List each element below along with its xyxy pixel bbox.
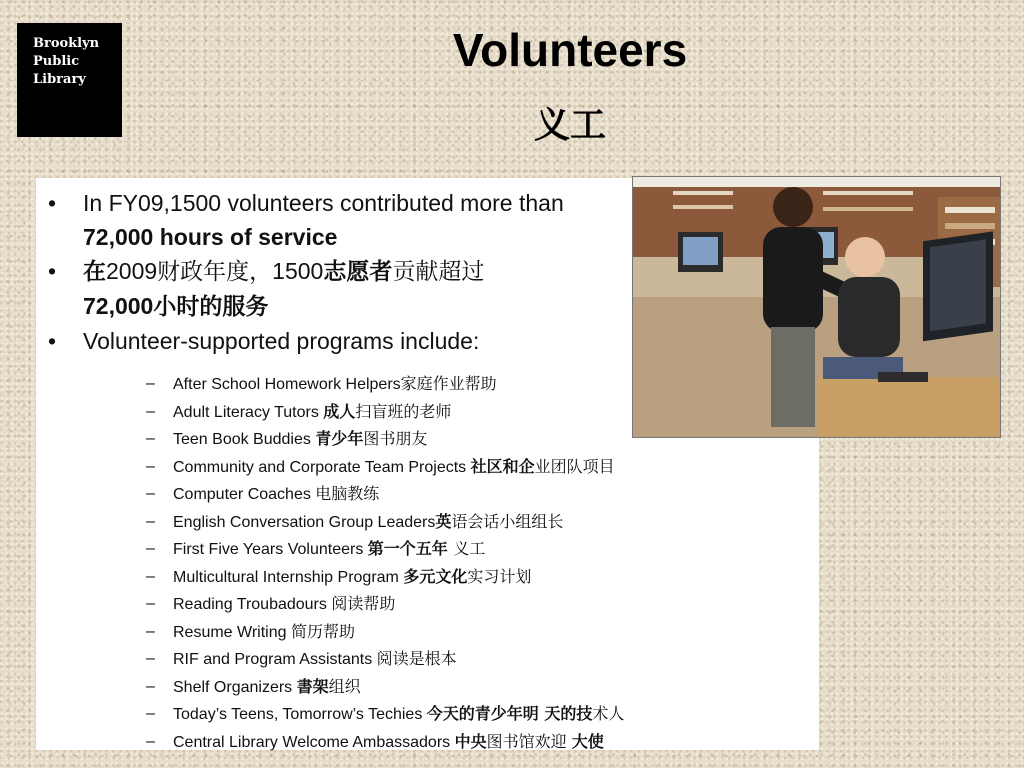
bullet-text-bold: 72,000 hours of service <box>83 224 338 250</box>
program-zh: 语会话小组组长 <box>451 511 564 531</box>
program-zh: 术人 <box>592 704 625 723</box>
bullet-text: Volunteer-supported programs include: <box>83 328 480 354</box>
logo-line-3: Library <box>33 72 86 87</box>
program-zh: 图书朋友 <box>363 429 428 448</box>
bullet-zh-7: 72,000 <box>83 293 154 319</box>
slide-title: Volunteers <box>452 24 688 76</box>
program-zh: 组织 <box>328 676 361 696</box>
program-zh-bold: 社区和企 <box>470 456 535 476</box>
program-name: RIF and Program Assistants <box>173 651 377 668</box>
program-zh-bold: 中央 <box>454 731 487 751</box>
dash-marker: – <box>146 512 155 530</box>
program-zh: 阅读是根本 <box>376 649 457 668</box>
program-list <box>146 370 624 755</box>
bullet-marker: • <box>48 190 57 216</box>
dash-marker: – <box>146 402 155 420</box>
program-zh-bold: 第一个五年 <box>367 539 454 558</box>
program-item <box>146 590 624 618</box>
program-name: Reading Troubadours <box>173 596 332 613</box>
program-name: After School Homework Helpers <box>173 376 401 393</box>
program-name: Computer Coaches <box>173 486 316 503</box>
dash-marker: – <box>146 457 155 475</box>
bullet-marker: • <box>48 328 57 354</box>
program-item <box>146 398 624 426</box>
bullet-zh-8: 小时的服务 <box>153 294 269 320</box>
program-name: English Conversation Group Leaders <box>173 513 436 531</box>
dash-marker: – <box>146 622 155 640</box>
bullet-zh-2: 2009 <box>106 258 158 284</box>
program-zh: 简历帮助 <box>290 621 355 641</box>
bullet-item-programs <box>36 324 613 358</box>
dash-marker: – <box>146 430 155 447</box>
program-item <box>146 370 624 398</box>
volunteers-photo <box>632 176 1001 438</box>
dash-marker: – <box>146 595 155 612</box>
program-zh: 阅读帮助 <box>331 594 396 613</box>
bullet-zh-5: 志愿者 <box>323 259 393 285</box>
program-zh: 家庭作业帮助 <box>400 374 497 393</box>
dash-marker: – <box>146 485 155 502</box>
program-zh-bold: 青少年 <box>315 429 364 448</box>
program-zh: 扫盲班的老师 <box>355 401 452 421</box>
slide-subtitle: 义工 <box>533 105 606 146</box>
dash-marker: – <box>146 705 155 722</box>
program-item <box>146 508 624 536</box>
bullet-text: In FY09,1500 volunteers contributed more than <box>83 190 564 216</box>
program-name: Today’s Teens, Tomorrow’s Techies <box>173 706 427 723</box>
logo-text <box>33 35 99 89</box>
program-zh-bold: 英 <box>435 511 452 531</box>
logo-line-2: Public <box>33 54 80 69</box>
program-zh-bold: 書架 <box>296 676 329 696</box>
program-zh: 业团队项目 <box>534 456 615 476</box>
program-item <box>146 535 624 563</box>
program-zh: 义工 <box>453 539 486 558</box>
program-name: Shelf Organizers <box>173 678 297 696</box>
dash-marker: – <box>146 650 155 667</box>
main-bullet-list <box>36 186 613 358</box>
program-zh-bold: 大使 <box>571 731 604 751</box>
program-item <box>146 453 624 481</box>
program-zh-bold: 多元文化 <box>403 566 468 586</box>
bullet-zh-1: 在 <box>83 259 106 285</box>
program-item <box>146 700 624 728</box>
program-name: First Five Years Volunteers <box>173 541 368 558</box>
logo-line-1: Brooklyn <box>33 36 100 51</box>
dash-marker: – <box>146 677 155 695</box>
bullet-item-volunteers <box>36 186 613 254</box>
photo-illustration <box>633 177 1000 437</box>
bullet-marker: • <box>48 258 57 284</box>
program-name: Resume Writing <box>173 623 291 641</box>
desk <box>818 377 1000 437</box>
bullet-item-chinese <box>36 254 613 324</box>
dash-marker: – <box>146 375 155 392</box>
brooklyn-public-library-logo <box>17 23 122 137</box>
program-item <box>146 645 624 673</box>
program-name: Multicultural Internship Program <box>173 568 404 586</box>
program-item <box>146 673 624 701</box>
dash-marker: – <box>146 567 155 585</box>
program-zh-bold: 今天的青少年明 天的技 <box>426 704 593 723</box>
program-name: Central Library Welcome Ambassadors <box>173 733 455 751</box>
program-zh: 图书馆欢迎 <box>486 731 572 751</box>
dash-marker: – <box>146 732 155 750</box>
program-name: Community and Corporate Team Projects <box>173 458 471 476</box>
program-item <box>146 728 624 756</box>
bullet-zh-6: 贡献超过 <box>392 259 485 285</box>
dash-marker: – <box>146 540 155 557</box>
program-item <box>146 563 624 591</box>
program-name: Teen Book Buddies <box>173 431 316 448</box>
program-item <box>146 480 624 508</box>
bullet-zh-4: 1500 <box>272 258 324 284</box>
program-name: Adult Literacy Tutors <box>173 403 324 421</box>
program-zh: 电脑教练 <box>315 484 380 503</box>
program-item <box>146 618 624 646</box>
program-item <box>146 425 624 453</box>
program-zh: 实习计划 <box>467 566 532 586</box>
program-zh-bold: 成人 <box>323 401 356 421</box>
bullet-zh-3: 财政年度， <box>157 259 273 285</box>
